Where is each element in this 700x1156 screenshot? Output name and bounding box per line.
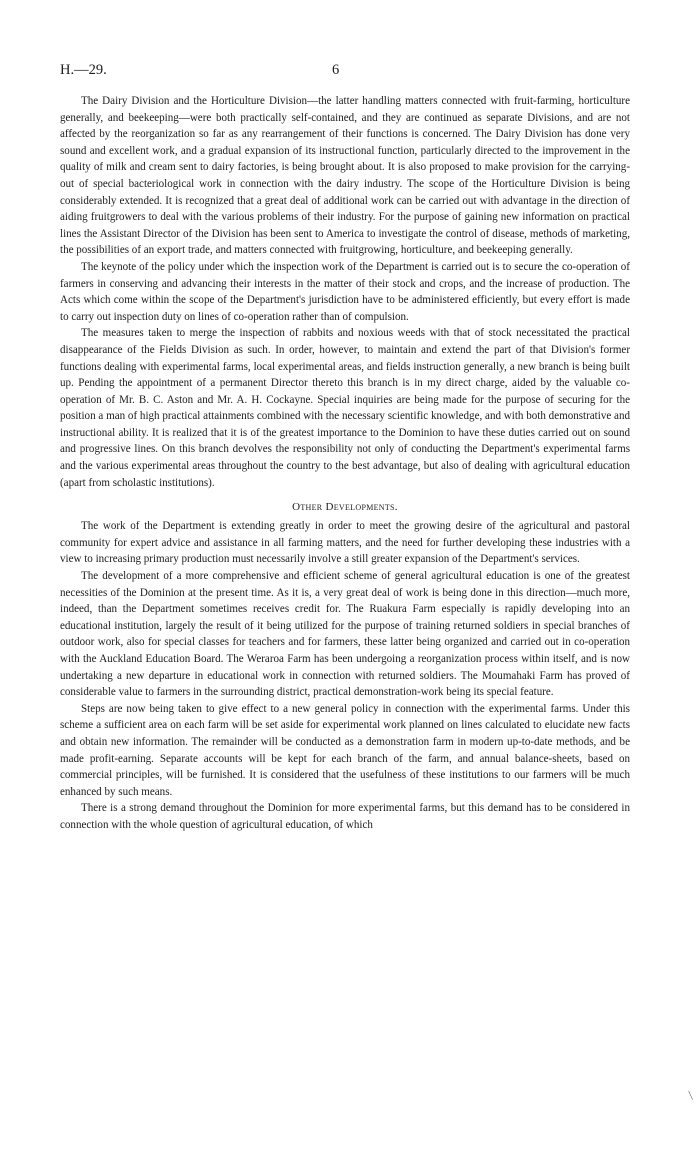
page-header [60, 62, 630, 84]
section-heading: Other Developments. [292, 501, 398, 514]
paragraph-experimental-farms-demand: There is a strong demand throughout the Dominion for more experimental farms, but this demand has to be considered in connection with the whole question of agricultural education, of which [60, 802, 630, 831]
paragraph-department-work: The work of the Department is extending greatly in order to meet the growing desire of the agricultural and pastoral community for expert advice and assistance in all farming matters, and the need for further developing these industries with a view to increasing primary production must necessarily involve a still greater expansion of the Department's services. [60, 520, 630, 566]
paragraph-experimental-farms-policy: Steps are now being taken to give effect to a new general policy in connection with the experimental farms. Under this scheme a sufficient area on each farm will be set aside for experimental work planned on lines calculated to elucidate new facts and obtain new information. The remainder will be conducted as a demonstration farm in modern up-to-date methods, and be made profit-earning. Separate accounts will be kept for each branch of the farm, and annual balance-sheets, based on commercial principles, will be furnished. It is considered that the usefulness of these institutions to our farmers will be much enhanced by such means. [60, 702, 630, 798]
document-body [60, 93, 630, 834]
paragraph-agricultural-education: The development of a more comprehensive and efficient scheme of general agricultural education is one of the greatest necessities of the Dominion at the present time. As it is, a very great deal of work is being done in this direction—much more, indeed, than the Department sometimes receives credit for. The Ruakura Farm especially is rapidly developing into an educational institution, largely the result of it being utilized for the purpose of training returned soldiers in special branches of outdoor work, also for special classes for teachers and for farmers, these latter being organized and carried out in co-operation with the Auckland Education Board. The Weraroa Farm has been undergoing a reorganization process within itself, and is now undertaking a new departure in educational work in connection with returned soldiers. The Moumahaki Farm has proved of considerable value to farmers in the surrounding district, practical demonstration-work being its special feature. [60, 570, 630, 699]
paragraph-fields-division: The measures taken to merge the inspection of rabbits and noxious weeds with that of stock necessitated the practical disappearance of the Fields Division as such. In order, however, to maintain and extend the part of that Division's former functions dealing with experimental farms, local experimental areas, and fields instruction generally, a new branch is being built up. Pending the appointment of a permanent Director thereto this branch is in my direct charge, aided by the valuable co-operation of Mr. B. C. Aston and Mr. A. H. Cockayne. Special inquiries are being made for the purpose of securing for the position a man of high practical attainments combined with the necessary scientific knowledge, and with both demonstrative and instructional ability. It is realized that it is of the greatest importance to the Dominion to have these duties carried out on sound and progressive lines. On this branch devolves the responsibility not only of conducting the Department's experimental farms and the various experimental areas throughout the country to the best advantage, but also of dealing with agricultural education (apart from scholastic institutions). [60, 327, 630, 489]
page-number: 6 [332, 62, 340, 78]
paragraph-dairy-horticulture: The Dairy Division and the Horticulture Division—the latter handling matters connected with fruit-farming, horticulture generally, and beekeeping—were both practically self-contained, and they are continued as separate Divisions, and are not affected by the reorganization so far as any rearrangement of their functions is concerned. The Dairy Division has done very sound and excellent work, and a gradual expansion of its instructional function, particularly directed to the improvement in the quality of milk and cream sent to dairy factories, is being brought about. It is also proposed to make provision for the carrying-out of special bacteriological work in connection with the dairy industry. The scope of the Horticulture Division is being considerably extended. It is recognized that a great deal of additional work can be carried out with advantage in the direction of aiding fruitgrowers to deal with the various problems of their industry. For the purpose of gaining new information on practical lines the Assistant Director of the Division has been sent to America to investigate the control of disease, methods of marketing, the possibilities of an export trade, and matters connected with fruitgrowing, horticulture, and beekeeping generally. [60, 95, 630, 257]
margin-mark: ⁄ [684, 1090, 698, 1100]
document-reference: H.—29. [60, 62, 107, 78]
paragraph-inspection-policy: The keynote of the policy under which the inspection work of the Department is carried out is to secure the co-operation of farmers in conserving and advancing their interests in the matter of their stock and crops, and the increase of production. The Acts which come within the scope of the Department's jurisdiction have to be administered efficiently, but every effort is made to carry out inspection duty on lines of co-operation rather than of compulsion. [60, 260, 630, 323]
document-page [60, 62, 630, 834]
